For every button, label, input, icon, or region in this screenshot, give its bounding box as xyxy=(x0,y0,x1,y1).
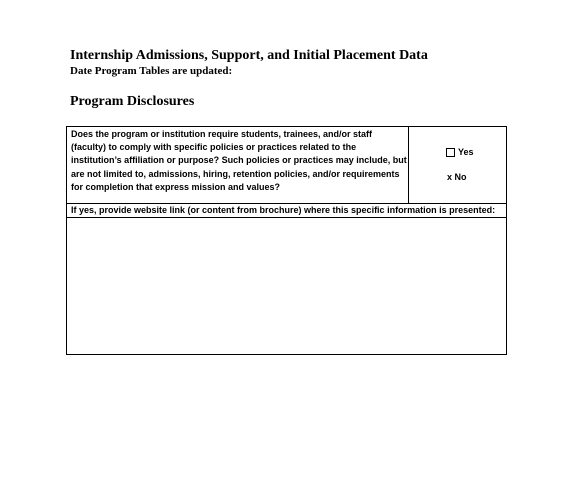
program-disclosures-table xyxy=(66,126,507,355)
question-row xyxy=(67,127,506,204)
question-line: (faculty) to comply with specific policies or practices related to the xyxy=(71,142,357,153)
policy-question xyxy=(67,127,409,203)
no-label: x No xyxy=(447,172,467,182)
question-line: Does the program or institution require students, trainees, and/or staff xyxy=(71,129,373,139)
answer-cell xyxy=(409,127,506,203)
page-title: Internship Admissions, Support, and Initial Placement Data xyxy=(70,48,428,63)
question-line: institution’s affiliation or purpose? Such policies or practices may include, but xyxy=(71,155,407,166)
section-heading: Program Disclosures xyxy=(70,94,195,109)
website-prompt: If yes, provide website link (or content from brochure) where this specific information is presented: xyxy=(67,204,506,218)
question-line: for completion that express mission and values? xyxy=(71,181,281,192)
no-option[interactable] xyxy=(447,172,467,182)
date-updated-label: Date Program Tables are updated: xyxy=(70,65,233,77)
yes-checkbox-icon[interactable] xyxy=(446,148,455,157)
website-content-field[interactable] xyxy=(67,218,506,354)
yes-option[interactable] xyxy=(446,147,474,157)
question-line: are not limited to, admissions, hiring, retention policies, and/or requirements xyxy=(71,168,400,179)
yes-label: Yes xyxy=(458,147,474,157)
